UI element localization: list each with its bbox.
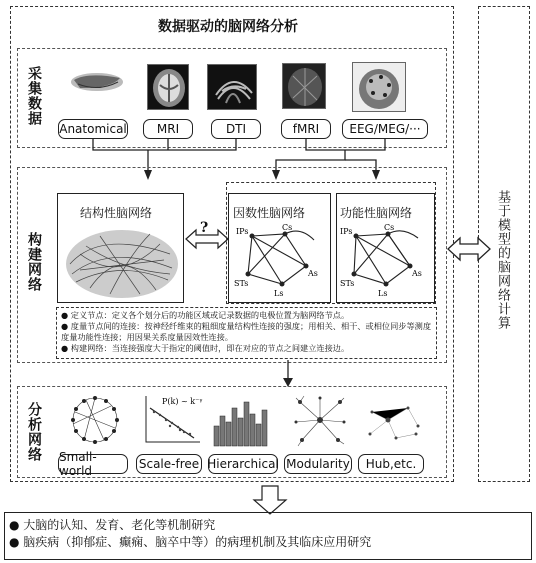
- analysis-small-world[interactable]: Small-world: [58, 454, 128, 474]
- node-label-cs: Cs: [282, 223, 293, 232]
- modality-fmri[interactable]: fMRI: [281, 119, 331, 139]
- node-label-as: As: [308, 269, 318, 278]
- double-arrow: [444, 234, 494, 264]
- note-define-nodes: ● 定义节点：定义各个划分后的功能区域或记录数据的电极位置为脑网络节点。: [61, 310, 350, 320]
- analyze-label: 分析网络: [26, 402, 42, 462]
- page-title: 数据驱动的脑网络分析: [158, 19, 298, 35]
- causal-network-title: 因数性脑网络: [233, 206, 306, 220]
- analysis-modularity[interactable]: Modularity: [284, 454, 352, 474]
- modality-mri[interactable]: MRI: [143, 119, 193, 139]
- node-label-sts: STs: [234, 279, 249, 288]
- hierarchical-chart: [212, 396, 272, 448]
- analysis-scale-free[interactable]: Scale-free: [136, 454, 202, 474]
- node-label-ips: IPs: [236, 227, 249, 236]
- node-label-sts-2: STs: [340, 279, 355, 288]
- scale-free-formula: P(k) ~ k⁻ᵞ: [162, 397, 203, 406]
- structural-network-title: 结构性脑网络: [80, 206, 153, 220]
- node-label-ls: Ls: [274, 289, 284, 298]
- modularity-graph: [292, 394, 348, 448]
- note-measure-connections: ● 度量节点间的连接：按神经纤维束的粗细度量结构性连接的强度；用相关、相干、或相位同步等测度度量功能性连接；用因果关系度量因效性连接。: [61, 321, 432, 342]
- outputs-box: [4, 512, 532, 560]
- small-world-graph: [66, 392, 124, 448]
- structural-brain-image: [60, 224, 182, 302]
- scale-free-plot: [140, 392, 204, 448]
- output-item-1: ● 大脑的认知、发育、老化等机制研究: [9, 518, 216, 532]
- causal-network-graph: [230, 222, 330, 302]
- output-item-2: ● 脑疾病（抑郁症、癫痫、脑卒中等）的病理机制及其临床应用研究: [9, 535, 372, 549]
- analysis-hierarchical[interactable]: Hierarchical: [208, 454, 278, 474]
- note-build-network: ● 构建网络：当连接强度大于指定的阈值时，即在对应的节点之间建立连接边。: [61, 343, 350, 353]
- node-label-as-2: As: [412, 269, 422, 278]
- node-label-ls-2: Ls: [378, 289, 388, 298]
- acquire-label: 采集数据: [26, 66, 42, 126]
- modality-eeg[interactable]: EEG/MEG/···: [342, 119, 428, 139]
- modality-dti[interactable]: DTI: [211, 119, 261, 139]
- node-label-cs-2: Cs: [384, 223, 395, 232]
- modality-anatomical[interactable]: Anatomical: [58, 119, 128, 139]
- hub-graph: [358, 394, 424, 448]
- build-label: 构建网络: [26, 232, 42, 292]
- functional-network-graph: [338, 222, 434, 302]
- build-notes: [56, 307, 437, 359]
- build-to-analyze-arrow: [282, 358, 294, 388]
- functional-network-title: 功能性脑网络: [340, 206, 413, 220]
- bidirectional-arrow: [184, 228, 230, 250]
- model-label: 基于模型的脑网络计算: [495, 190, 510, 330]
- node-label-ips-2: IPs: [340, 227, 353, 236]
- question-mark: ?: [200, 220, 209, 236]
- analysis-hub[interactable]: Hub,etc.: [358, 454, 424, 474]
